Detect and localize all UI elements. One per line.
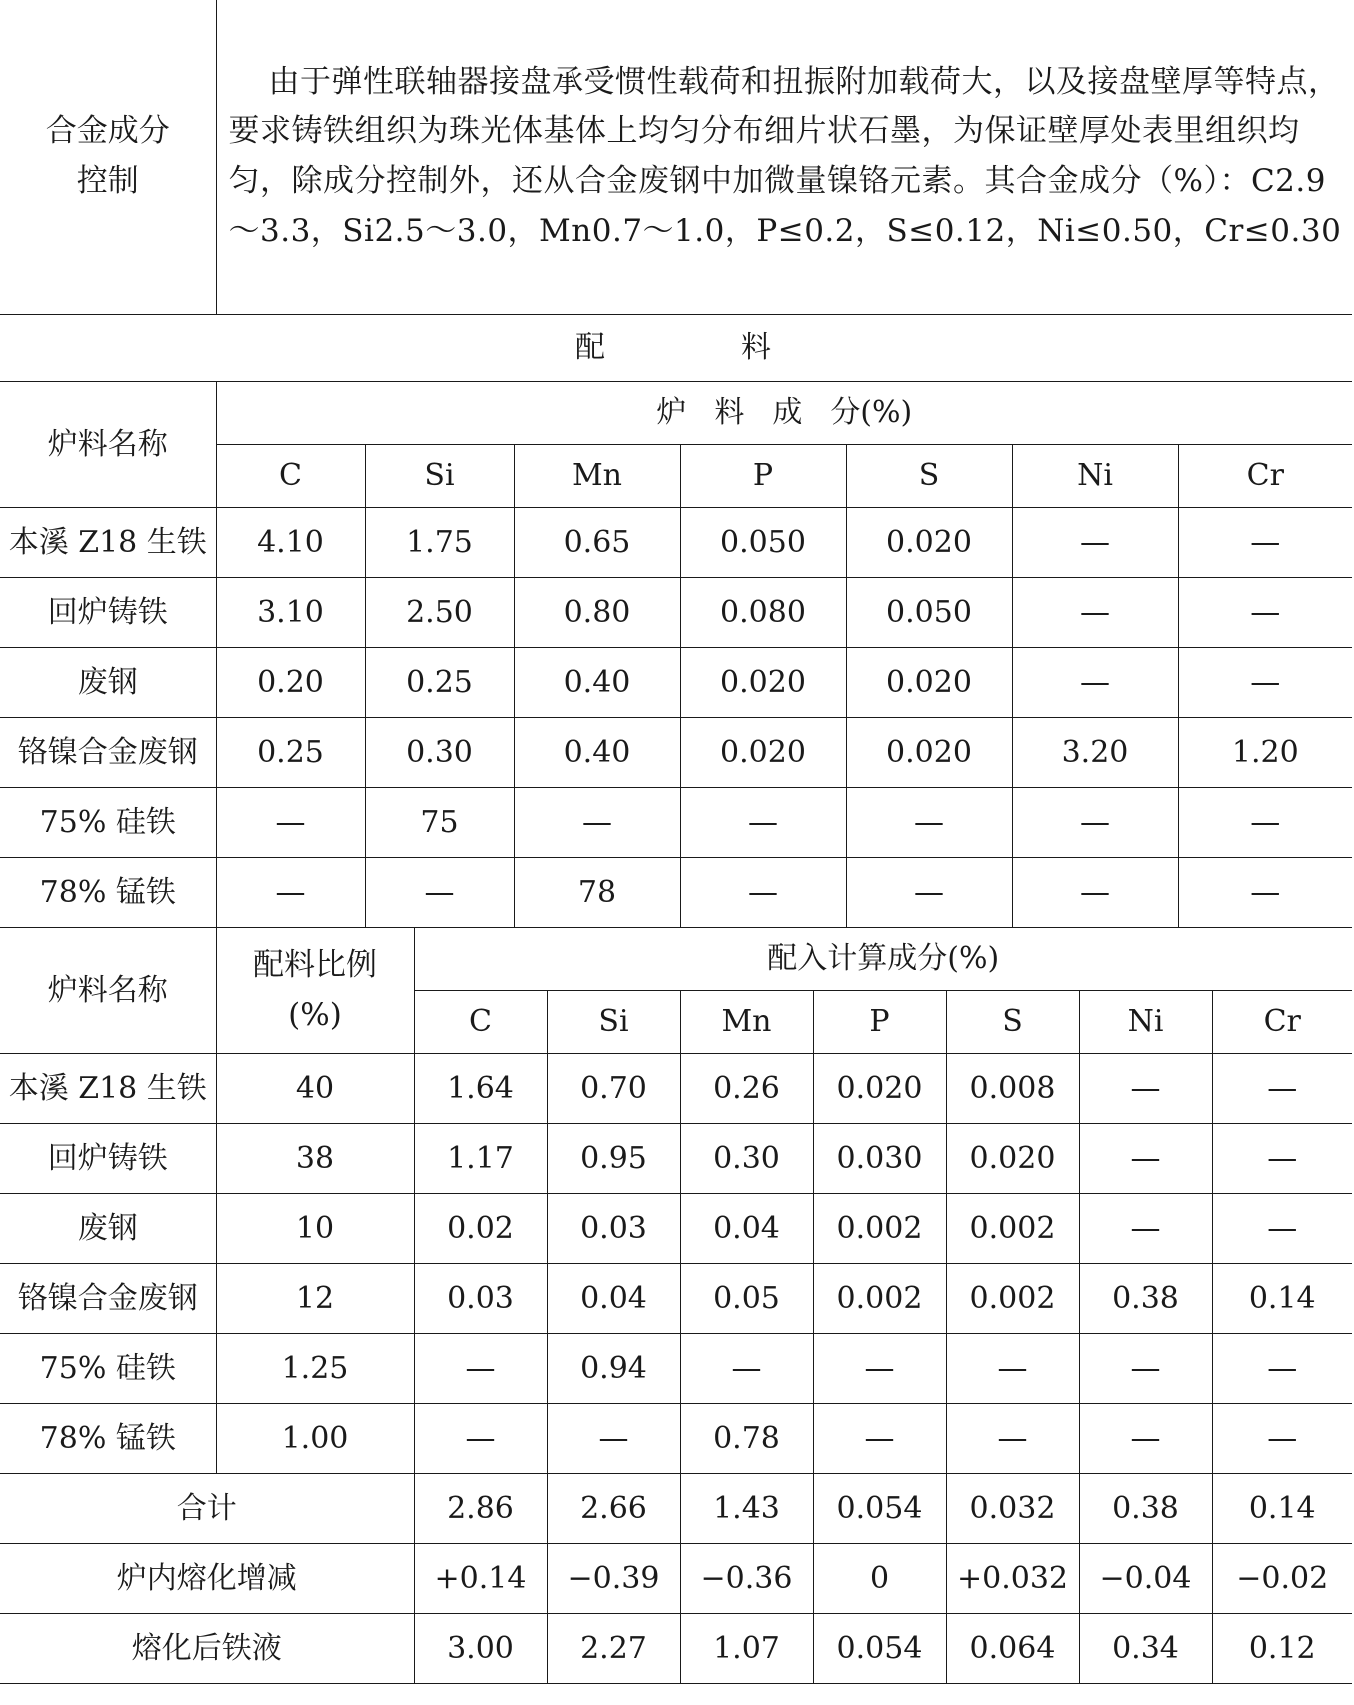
summary-cell-s: +0.032 bbox=[946, 1544, 1079, 1614]
section-title-part2: 料 bbox=[741, 330, 777, 365]
charge-cell-mn: 78 bbox=[514, 858, 680, 928]
calc-cell-ni: 0.38 bbox=[1079, 1264, 1212, 1334]
calc-cell-cr: — bbox=[1212, 1334, 1352, 1404]
calc-cell-c: 0.02 bbox=[414, 1194, 547, 1264]
calc-cell-cr: — bbox=[1212, 1054, 1352, 1124]
calc-cell-c: 1.64 bbox=[414, 1054, 547, 1124]
alloy-control-label bbox=[0, 0, 216, 315]
summary-cell-p: 0.054 bbox=[813, 1474, 946, 1544]
charge-group-header-w3: 成 bbox=[772, 395, 803, 430]
charge-col-si: Si bbox=[365, 445, 514, 508]
summary-cell-ni: 0.34 bbox=[1079, 1614, 1212, 1684]
charge-cell-s: 0.020 bbox=[846, 508, 1012, 578]
charge-cell-s: 0.050 bbox=[846, 578, 1012, 648]
charge-cell-s: 0.020 bbox=[846, 648, 1012, 718]
charge-cell-c: 4.10 bbox=[216, 508, 365, 578]
calc-cell-mn: 0.26 bbox=[680, 1054, 813, 1124]
charge-cell-cr: — bbox=[1178, 858, 1352, 928]
calc-cell-c: — bbox=[414, 1404, 547, 1474]
charge-col-p: P bbox=[680, 445, 846, 508]
calc-row-ratio: 10 bbox=[216, 1194, 414, 1264]
calc-cell-mn: 0.04 bbox=[680, 1194, 813, 1264]
calc-cell-mn: — bbox=[680, 1334, 813, 1404]
charge-cell-s: 0.020 bbox=[846, 718, 1012, 788]
calculated-composition-table bbox=[0, 928, 1352, 1684]
calc-cell-s: 0.008 bbox=[946, 1054, 1079, 1124]
calc-cell-c: — bbox=[414, 1334, 547, 1404]
charge-cell-si: 1.75 bbox=[365, 508, 514, 578]
summary-cell-s: 0.064 bbox=[946, 1614, 1079, 1684]
charge-row bbox=[0, 648, 1352, 718]
calc-cell-si: — bbox=[547, 1404, 680, 1474]
calc-cell-ni: — bbox=[1079, 1054, 1212, 1124]
calc-cell-c: 1.17 bbox=[414, 1124, 547, 1194]
charge-cell-s: — bbox=[846, 858, 1012, 928]
calc-cell-s: 0.002 bbox=[946, 1194, 1079, 1264]
charge-col-cr: Cr bbox=[1178, 445, 1352, 508]
calc-cell-p: 0.020 bbox=[813, 1054, 946, 1124]
alloy-control-label-line2: 控制 bbox=[76, 163, 139, 199]
calc-cell-cr: — bbox=[1212, 1124, 1352, 1194]
charge-cell-ni: — bbox=[1012, 788, 1178, 858]
charge-cell-c: — bbox=[216, 788, 365, 858]
charge-cell-si: 0.25 bbox=[365, 648, 514, 718]
calc-cell-s: 0.020 bbox=[946, 1124, 1079, 1194]
calc-cell-p: 0.002 bbox=[813, 1194, 946, 1264]
summary-cell-si: 2.27 bbox=[547, 1614, 680, 1684]
charge-row-name: 废钢 bbox=[0, 648, 216, 718]
charge-row bbox=[0, 788, 1352, 858]
charge-cell-mn: 0.65 bbox=[514, 508, 680, 578]
calc-cell-ni: — bbox=[1079, 1404, 1212, 1474]
calc-col-p: P bbox=[813, 991, 946, 1054]
calc-row-name: 回炉铸铁 bbox=[0, 1124, 216, 1194]
charge-row bbox=[0, 718, 1352, 788]
calc-cell-p: 0.002 bbox=[813, 1264, 946, 1334]
calc-col-ni: Ni bbox=[1079, 991, 1212, 1054]
section-title bbox=[0, 315, 1352, 382]
charge-cell-si: 2.50 bbox=[365, 578, 514, 648]
calc-cell-cr: — bbox=[1212, 1404, 1352, 1474]
charge-col-s: S bbox=[846, 445, 1012, 508]
charge-cell-si: — bbox=[365, 858, 514, 928]
charge-cell-p: 0.020 bbox=[680, 718, 846, 788]
calc-ratio-header bbox=[216, 928, 414, 1054]
calc-cell-p: — bbox=[813, 1334, 946, 1404]
calc-row bbox=[0, 1124, 1352, 1194]
calc-col-cr: Cr bbox=[1212, 991, 1352, 1054]
charge-cell-ni: — bbox=[1012, 858, 1178, 928]
calc-row-name: 78% 锰铁 bbox=[0, 1404, 216, 1474]
alloy-control-label-line1: 合金成分 bbox=[45, 113, 170, 150]
charge-cell-ni: — bbox=[1012, 648, 1178, 718]
charge-group-header bbox=[216, 382, 1352, 445]
charge-col-mn: Mn bbox=[514, 445, 680, 508]
calc-cell-p: 0.030 bbox=[813, 1124, 946, 1194]
summary-cell-s: 0.032 bbox=[946, 1474, 1079, 1544]
summary-cell-p: 0 bbox=[813, 1544, 946, 1614]
summary-cell-c: 2.86 bbox=[414, 1474, 547, 1544]
calc-row-name: 废钢 bbox=[0, 1194, 216, 1264]
calc-cell-si: 0.70 bbox=[547, 1054, 680, 1124]
charge-row-name: 铬镍合金废钢 bbox=[0, 718, 216, 788]
summary-cell-ni: −0.04 bbox=[1079, 1544, 1212, 1614]
calc-cell-s: 0.002 bbox=[946, 1264, 1079, 1334]
calc-name-header: 炉料名称 bbox=[0, 928, 216, 1054]
summary-cell-mn: 1.43 bbox=[680, 1474, 813, 1544]
charge-composition-table bbox=[0, 382, 1352, 928]
charge-cell-c: 0.25 bbox=[216, 718, 365, 788]
charge-cell-ni: 3.20 bbox=[1012, 718, 1178, 788]
charge-cell-mn: 0.40 bbox=[514, 718, 680, 788]
charge-group-header-w4: 分(%) bbox=[830, 395, 913, 430]
summary-cell-si: 2.66 bbox=[547, 1474, 680, 1544]
calc-col-si: Si bbox=[547, 991, 680, 1054]
calc-row-name: 本溪 Z18 生铁 bbox=[0, 1054, 216, 1124]
charge-row bbox=[0, 858, 1352, 928]
charge-row bbox=[0, 508, 1352, 578]
summary-cell-cr: −0.02 bbox=[1212, 1544, 1352, 1614]
charge-col-ni: Ni bbox=[1012, 445, 1178, 508]
charge-cell-p: 0.050 bbox=[680, 508, 846, 578]
calc-cell-ni: — bbox=[1079, 1334, 1212, 1404]
calc-row-name: 75% 硅铁 bbox=[0, 1334, 216, 1404]
charge-cell-p: 0.020 bbox=[680, 648, 846, 718]
summary-cell-c: +0.14 bbox=[414, 1544, 547, 1614]
charge-cell-ni: — bbox=[1012, 578, 1178, 648]
calc-row-ratio: 12 bbox=[216, 1264, 414, 1334]
calc-row-ratio: 1.00 bbox=[216, 1404, 414, 1474]
charge-cell-s: — bbox=[846, 788, 1012, 858]
calc-cell-si: 0.94 bbox=[547, 1334, 680, 1404]
summary-cell-cr: 0.14 bbox=[1212, 1474, 1352, 1544]
summary-row bbox=[0, 1614, 1352, 1684]
summary-cell-mn: 1.07 bbox=[680, 1614, 813, 1684]
summary-row bbox=[0, 1474, 1352, 1544]
summary-row-label: 合计 bbox=[0, 1474, 414, 1544]
summary-cell-cr: 0.12 bbox=[1212, 1614, 1352, 1684]
alloy-control-text-cell bbox=[216, 0, 1352, 315]
summary-row-label: 炉内熔化增减 bbox=[0, 1544, 414, 1614]
summary-cell-p: 0.054 bbox=[813, 1614, 946, 1684]
calc-row bbox=[0, 1054, 1352, 1124]
charge-col-c: C bbox=[216, 445, 365, 508]
summary-row-label: 熔化后铁液 bbox=[0, 1614, 414, 1684]
calc-cell-p: — bbox=[813, 1404, 946, 1474]
charge-cell-cr: — bbox=[1178, 508, 1352, 578]
calc-cell-mn: 0.30 bbox=[680, 1124, 813, 1194]
calc-cell-cr: 0.14 bbox=[1212, 1264, 1352, 1334]
section-title-part1: 配 bbox=[575, 330, 611, 365]
calc-row-ratio: 38 bbox=[216, 1124, 414, 1194]
charge-cell-cr: — bbox=[1178, 788, 1352, 858]
charge-row-name: 回炉铸铁 bbox=[0, 578, 216, 648]
charge-cell-p: — bbox=[680, 788, 846, 858]
summary-cell-mn: −0.36 bbox=[680, 1544, 813, 1614]
charge-cell-cr: — bbox=[1178, 648, 1352, 718]
charge-group-header-w1: 炉 bbox=[656, 395, 687, 430]
calc-row-ratio: 40 bbox=[216, 1054, 414, 1124]
calc-row bbox=[0, 1334, 1352, 1404]
calc-row-name: 铬镍合金废钢 bbox=[0, 1264, 216, 1334]
charge-cell-cr: 1.20 bbox=[1178, 718, 1352, 788]
calc-cell-cr: — bbox=[1212, 1194, 1352, 1264]
charge-group-header-w2: 料 bbox=[714, 395, 745, 430]
charge-cell-p: 0.080 bbox=[680, 578, 846, 648]
calc-cell-mn: 0.05 bbox=[680, 1264, 813, 1334]
calc-cell-s: — bbox=[946, 1334, 1079, 1404]
calc-cell-si: 0.04 bbox=[547, 1264, 680, 1334]
summary-cell-si: −0.39 bbox=[547, 1544, 680, 1614]
charge-row-name: 75% 硅铁 bbox=[0, 788, 216, 858]
calc-cell-c: 0.03 bbox=[414, 1264, 547, 1334]
calc-cell-s: — bbox=[946, 1404, 1079, 1474]
charge-cell-ni: — bbox=[1012, 508, 1178, 578]
charge-cell-c: 0.20 bbox=[216, 648, 365, 718]
calc-cell-ni: — bbox=[1079, 1194, 1212, 1264]
calc-row-ratio: 1.25 bbox=[216, 1334, 414, 1404]
charge-cell-c: 3.10 bbox=[216, 578, 365, 648]
alloy-control-text: 由于弹性联轴器接盘承受惯性载荷和扭振附加载荷大，以及接盘壁厚等特点，要求铸铁组织为珠光体基体上均匀分布细片状石墨，为保证壁厚处表里组织均匀，除成分控制外，还从合金废钢中加微量镍铬元素。其合金成分（%）：C2.9～3.3，Si2.5～3.0，Mn0.7～1.0，P≤0.2，S≤0.12，Ni≤0.50，Cr≤0.30 bbox=[228, 63, 1342, 249]
calc-row bbox=[0, 1404, 1352, 1474]
calc-col-mn: Mn bbox=[680, 991, 813, 1054]
charge-row-name: 78% 锰铁 bbox=[0, 858, 216, 928]
charge-name-header: 炉料名称 bbox=[0, 382, 216, 508]
calc-cell-mn: 0.78 bbox=[680, 1404, 813, 1474]
charge-cell-p: — bbox=[680, 858, 846, 928]
calc-col-s: S bbox=[946, 991, 1079, 1054]
summary-cell-c: 3.00 bbox=[414, 1614, 547, 1684]
charge-cell-mn: 0.80 bbox=[514, 578, 680, 648]
calc-row bbox=[0, 1194, 1352, 1264]
charge-row bbox=[0, 578, 1352, 648]
charge-cell-c: — bbox=[216, 858, 365, 928]
calc-col-c: C bbox=[414, 991, 547, 1054]
calc-ratio-header-line1: 配料比例 bbox=[253, 946, 377, 983]
calc-group-header: 配入计算成分(%) bbox=[414, 928, 1352, 991]
alloy-control-table bbox=[0, 0, 1352, 315]
charge-row-name: 本溪 Z18 生铁 bbox=[0, 508, 216, 578]
section-title-table bbox=[0, 315, 1352, 382]
charge-cell-cr: — bbox=[1178, 578, 1352, 648]
calc-cell-si: 0.95 bbox=[547, 1124, 680, 1194]
charge-cell-mn: 0.40 bbox=[514, 648, 680, 718]
calc-cell-si: 0.03 bbox=[547, 1194, 680, 1264]
calc-ratio-header-line2: (%) bbox=[288, 996, 342, 1033]
charge-cell-mn: — bbox=[514, 788, 680, 858]
summary-row bbox=[0, 1544, 1352, 1614]
calc-cell-ni: — bbox=[1079, 1124, 1212, 1194]
calc-row bbox=[0, 1264, 1352, 1334]
charge-cell-si: 75 bbox=[365, 788, 514, 858]
summary-cell-ni: 0.38 bbox=[1079, 1474, 1212, 1544]
charge-cell-si: 0.30 bbox=[365, 718, 514, 788]
